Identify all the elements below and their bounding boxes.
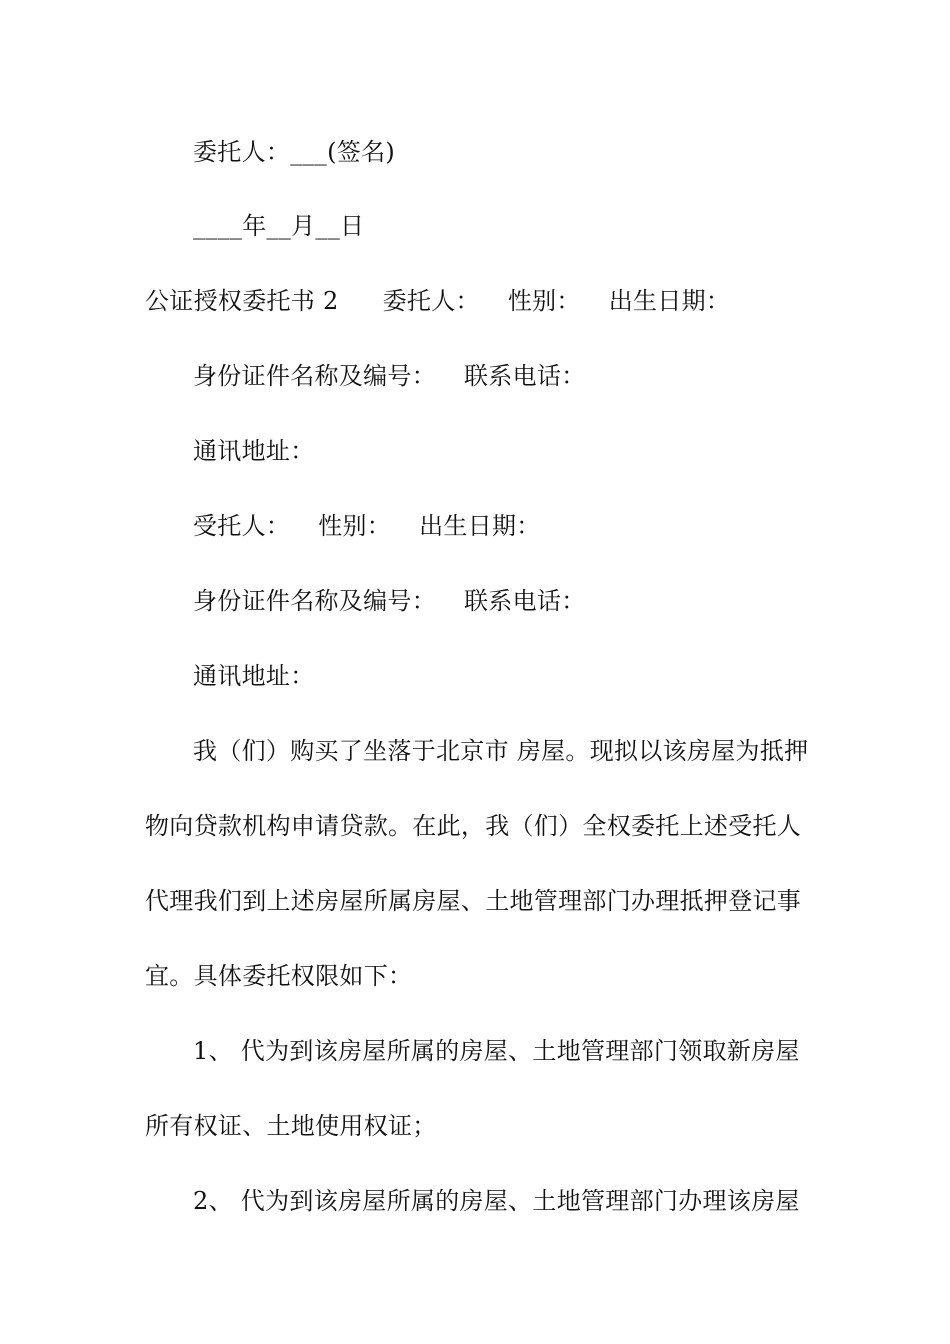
agent-id-line <box>193 585 810 617</box>
principal-signature-text: 委托人：___(签名) <box>193 138 396 166</box>
gender-label: 性别： <box>507 287 581 315</box>
agent-birthdate-label: 出生日期： <box>419 512 541 540</box>
principal-label: 委托人： <box>382 287 480 315</box>
principal-address-line <box>193 435 810 467</box>
list-item-2-line-1 <box>193 1185 810 1217</box>
list-item-text: 1、 代为到该房屋所属的房屋、土地管理部门领取新房屋 <box>193 1037 800 1065</box>
agent-label: 受托人： <box>193 512 291 540</box>
agent-line <box>193 510 810 542</box>
list-item-text: 2、 代为到该房屋所属的房屋、土地管理部门办理该房屋 <box>193 1187 800 1215</box>
body-text: 代理我们到上述房屋所属房屋、土地管理部门办理抵押登记事 <box>145 887 802 915</box>
list-item-1-line-1 <box>193 1035 810 1067</box>
body-text: 物向贷款机构申请贷款。在此，我（们）全权委托上述受托人 <box>145 812 802 840</box>
birthdate-label: 出生日期： <box>608 287 731 315</box>
body-paragraph-line-3 <box>145 885 810 917</box>
body-text: 我（们）购买了坐落于北京市 房屋。现拟以该房屋为抵押 <box>193 737 809 765</box>
agent-address-label: 通讯地址： <box>193 662 315 690</box>
body-paragraph-line-1 <box>193 735 810 767</box>
address-label: 通讯地址： <box>193 437 315 465</box>
id-label: 身份证件名称及编号： <box>193 362 436 390</box>
agent-address-line <box>193 660 810 692</box>
agent-phone-label: 联系电话： <box>464 587 586 615</box>
list-item-text: 所有权证、土地使用权证； <box>145 1112 437 1140</box>
agent-id-label: 身份证件名称及编号： <box>193 587 436 615</box>
principal-id-line <box>193 360 810 392</box>
date-line <box>193 210 810 242</box>
body-paragraph-line-4 <box>145 960 810 992</box>
doc-title: 公证授权委托书 2 <box>145 287 339 315</box>
body-paragraph-line-2 <box>145 810 810 842</box>
body-text: 宜。具体委托权限如下： <box>145 962 413 990</box>
date-text: ____年__月__日 <box>193 212 365 240</box>
doc-title-line <box>145 285 810 317</box>
phone-label: 联系电话： <box>464 362 586 390</box>
list-item-1-line-2 <box>145 1110 810 1142</box>
agent-gender-label: 性别： <box>318 512 392 540</box>
principal-signature-line <box>193 136 810 168</box>
